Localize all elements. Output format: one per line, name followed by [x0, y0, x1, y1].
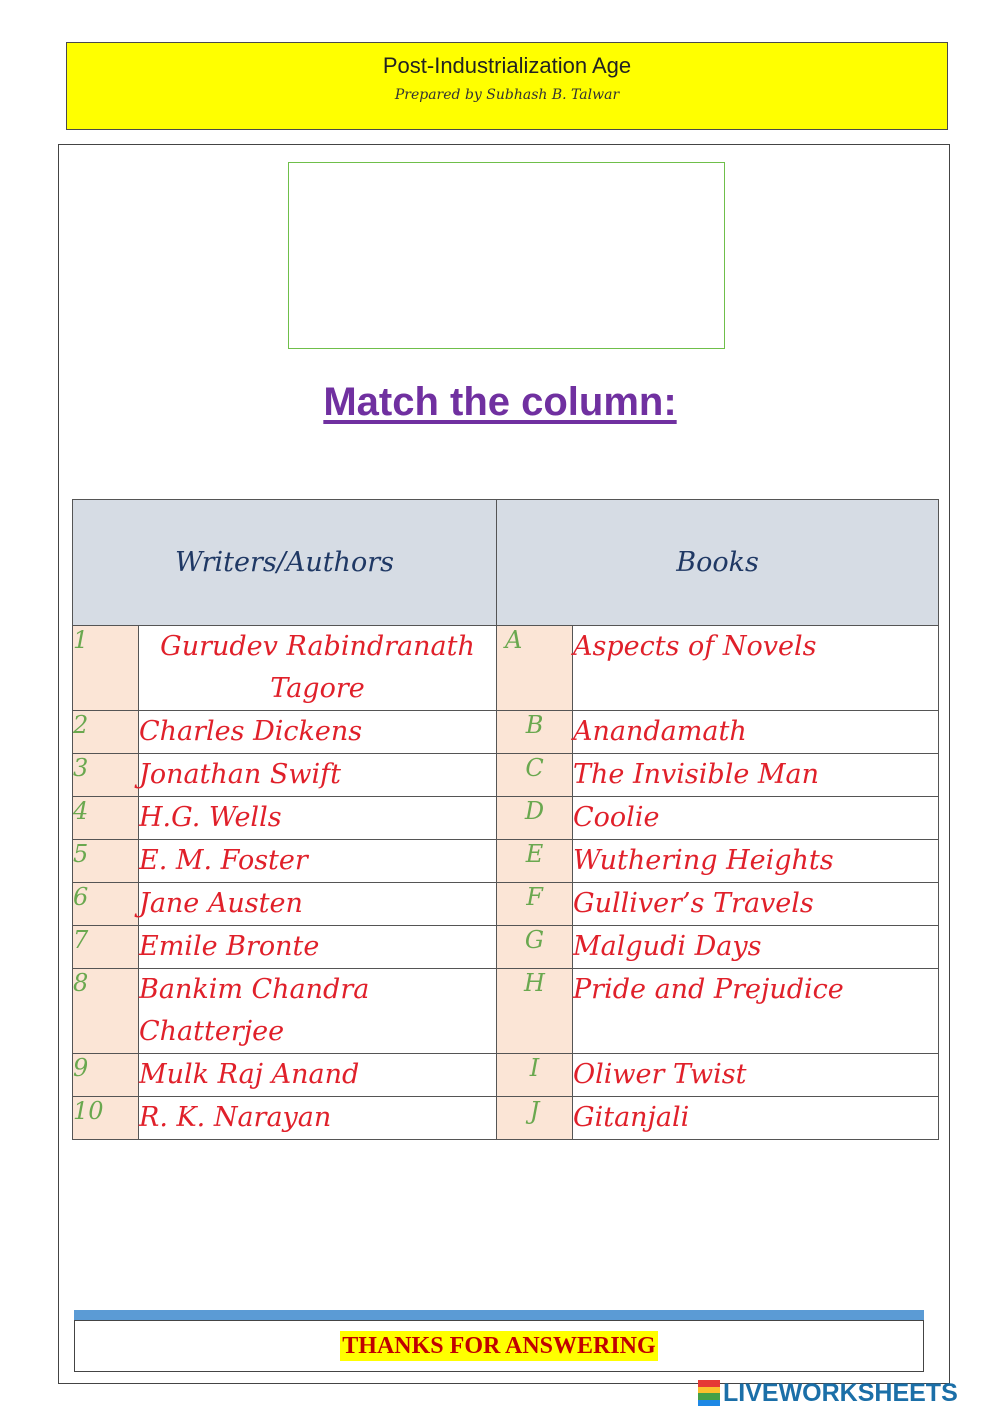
writer-name[interactable]: Jane Austen [139, 883, 497, 926]
writer-name[interactable]: Bankim Chandra Chatterjee [139, 969, 497, 1054]
writer-name[interactable]: Mulk Raj Anand [139, 1054, 497, 1097]
writer-name[interactable]: Jonathan Swift [139, 754, 497, 797]
table-row [73, 797, 939, 840]
table-row [73, 840, 939, 883]
book-letter: F [497, 883, 573, 926]
writer-name[interactable]: Gurudev Rabindranath Tagore [139, 626, 497, 711]
book-title[interactable]: Gulliver’s Travels [573, 883, 939, 926]
book-letter: I [497, 1054, 573, 1097]
table-row [73, 926, 939, 969]
logo-stripe [698, 1400, 720, 1407]
table-row [73, 626, 939, 711]
book-title[interactable]: Malgudi Days [573, 926, 939, 969]
table-row [73, 1097, 939, 1140]
brand-name: LIVEWORKSHEETS [723, 1378, 958, 1407]
row-number: 10 [73, 1097, 139, 1140]
book-letter: B [497, 711, 573, 754]
table-row [73, 969, 939, 1054]
book-letter: H [497, 969, 573, 1054]
match-table [72, 499, 939, 1140]
book-letter: E [497, 840, 573, 883]
column-header-books: Books [497, 500, 939, 626]
book-letter: A [497, 626, 573, 711]
footer-box [74, 1320, 924, 1372]
row-number: 8 [73, 969, 139, 1054]
page-heading [0, 380, 1000, 425]
row-number: 2 [73, 711, 139, 754]
book-title[interactable]: Anandamath [573, 711, 939, 754]
heading-text: Match the column: [323, 380, 677, 424]
worksheet-title: Post-Industrialization Age [382, 53, 632, 78]
table-header-row [73, 500, 939, 626]
footer-divider-bar [74, 1310, 924, 1320]
writer-name[interactable]: Charles Dickens [139, 711, 497, 754]
row-number: 9 [73, 1054, 139, 1097]
thanks-message: THANKS FOR ANSWERING [342, 1333, 656, 1359]
row-number: 7 [73, 926, 139, 969]
row-number: 5 [73, 840, 139, 883]
book-title[interactable]: Oliwer Twist [573, 1054, 939, 1097]
book-title[interactable]: Gitanjali [573, 1097, 939, 1140]
book-letter: G [497, 926, 573, 969]
row-number: 4 [73, 797, 139, 840]
row-number: 3 [73, 754, 139, 797]
table-row [73, 711, 939, 754]
book-title[interactable]: Aspects of Novels [573, 626, 939, 711]
table-row [73, 883, 939, 926]
author-credit: Prepared by Subhash B. Talwar [394, 87, 620, 103]
liveworksheets-brand[interactable] [698, 1378, 958, 1408]
book-title[interactable]: Wuthering Heights [573, 840, 939, 883]
header-banner [66, 42, 948, 130]
table-row [73, 1054, 939, 1097]
writer-name[interactable]: H.G. Wells [139, 797, 497, 840]
image-placeholder [288, 162, 725, 349]
row-number: 1 [73, 626, 139, 711]
row-number: 6 [73, 883, 139, 926]
book-title[interactable]: Pride and Prejudice [573, 969, 939, 1054]
writer-name[interactable]: R. K. Narayan [139, 1097, 497, 1140]
book-letter: D [497, 797, 573, 840]
book-title[interactable]: The Invisible Man [573, 754, 939, 797]
table-row [73, 754, 939, 797]
writer-name[interactable]: Emile Bronte [139, 926, 497, 969]
column-header-writers: Writers/Authors [73, 500, 497, 626]
book-title[interactable]: Coolie [573, 797, 939, 840]
writer-name[interactable]: E. M. Foster [139, 840, 497, 883]
liveworksheets-logo-icon [698, 1380, 720, 1406]
book-letter: J [497, 1097, 573, 1140]
book-letter: C [497, 754, 573, 797]
